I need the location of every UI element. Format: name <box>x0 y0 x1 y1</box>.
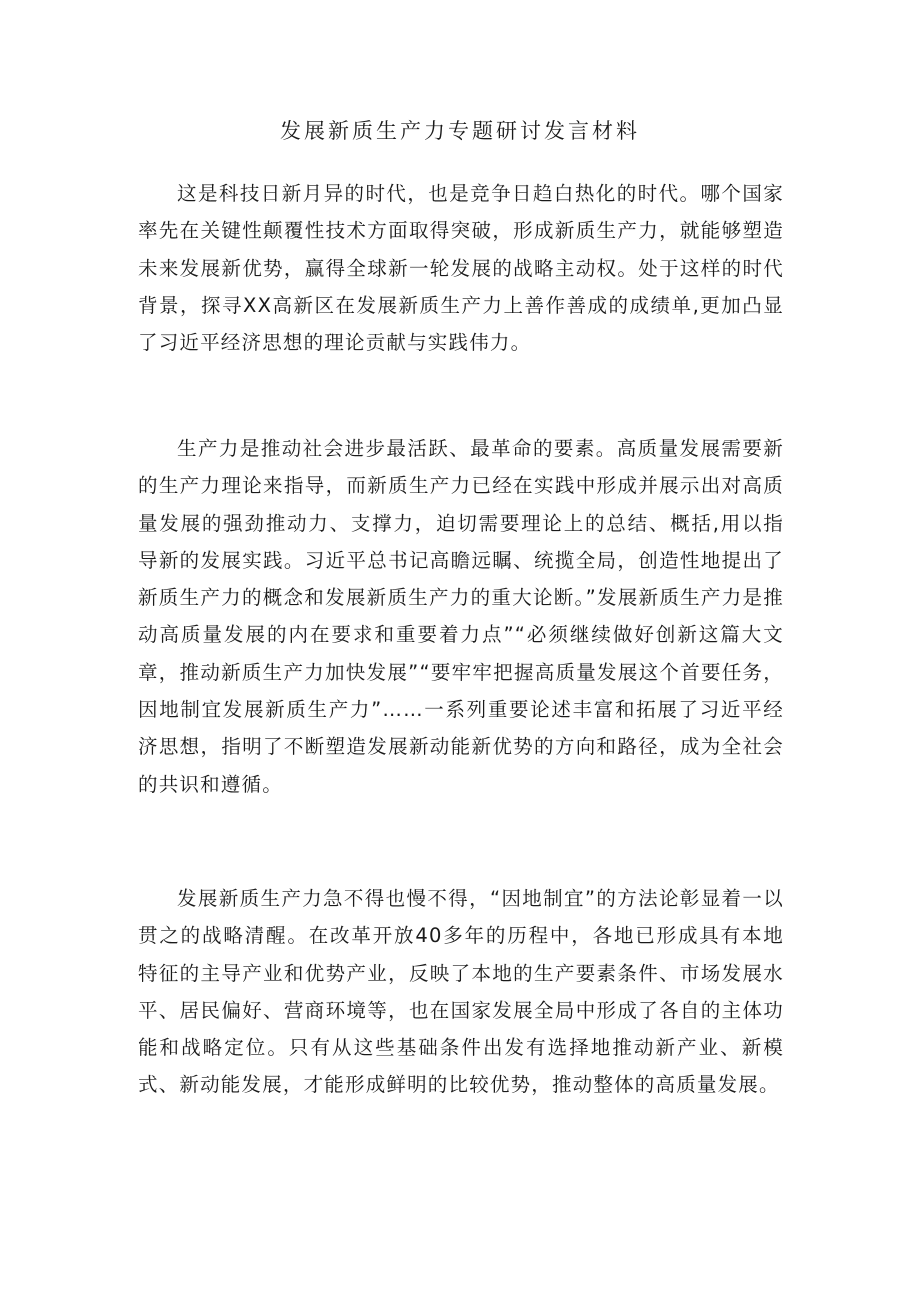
paragraph-3: 发展新质生产力急不得也慢不得，“因地制宜”的方法论彰显着一以贯之的战略清醒。在改革开放40多年的历程中，各地已形成具有本地特征的主导产业和优势产业，反映了本地的生产要素条件、市场发展水平、居民偏好、营商环境等，也在国家发展全局中形成了各自的主体功能和战略定位。只有从这些基础条件出发有选择地推动新产业、新模式、新动能发展，才能形成鲜明的比较优势，推动整体的高质量发展。 <box>138 887 784 1097</box>
document-title: 发展新质生产力专题研讨发言材料 <box>280 119 640 143</box>
paragraph-1: 这是科技日新月异的时代，也是竞争日趋白热化的时代。哪个国家率先在关键性颠覆性技术方面取得突破，形成新质生产力，就能够塑造未来发展新优势，赢得全球新一轮发展的战略主动权。处于这样的时代背景，探寻XX高新区在发展新质生产力上善作善成的成绩单,更加凸显了习近平经济思想的理论贡献与实践伟力。 <box>138 182 784 355</box>
paragraph-2: 生产力是推动社会进步最活跃、最革命的要素。高质量发展需要新的生产力理论来指导，而新质生产力已经在实践中形成并展示出对高质量发展的强劲推动力、支撑力，迫切需要理论上的总结、概括,用以指导新的发展实践。习近平总书记高瞻远瞩、统揽全局，创造性地提出了新质生产力的概念和发展新质生产力的重大论断。”发展新质生产力是推动高质量发展的内在要求和重要着力点”“必须继续做好创新这篇大文章，推动新质生产力加快发展”“要牢牢把握高质量发展这个首要任务，因地制宜发展新质生产力”……一系列重要论述丰富和拓展了习近平经济思想，指明了不断塑造发展新动能新优势的方向和路径，成为全社会的共识和遵循。 <box>138 437 784 796</box>
